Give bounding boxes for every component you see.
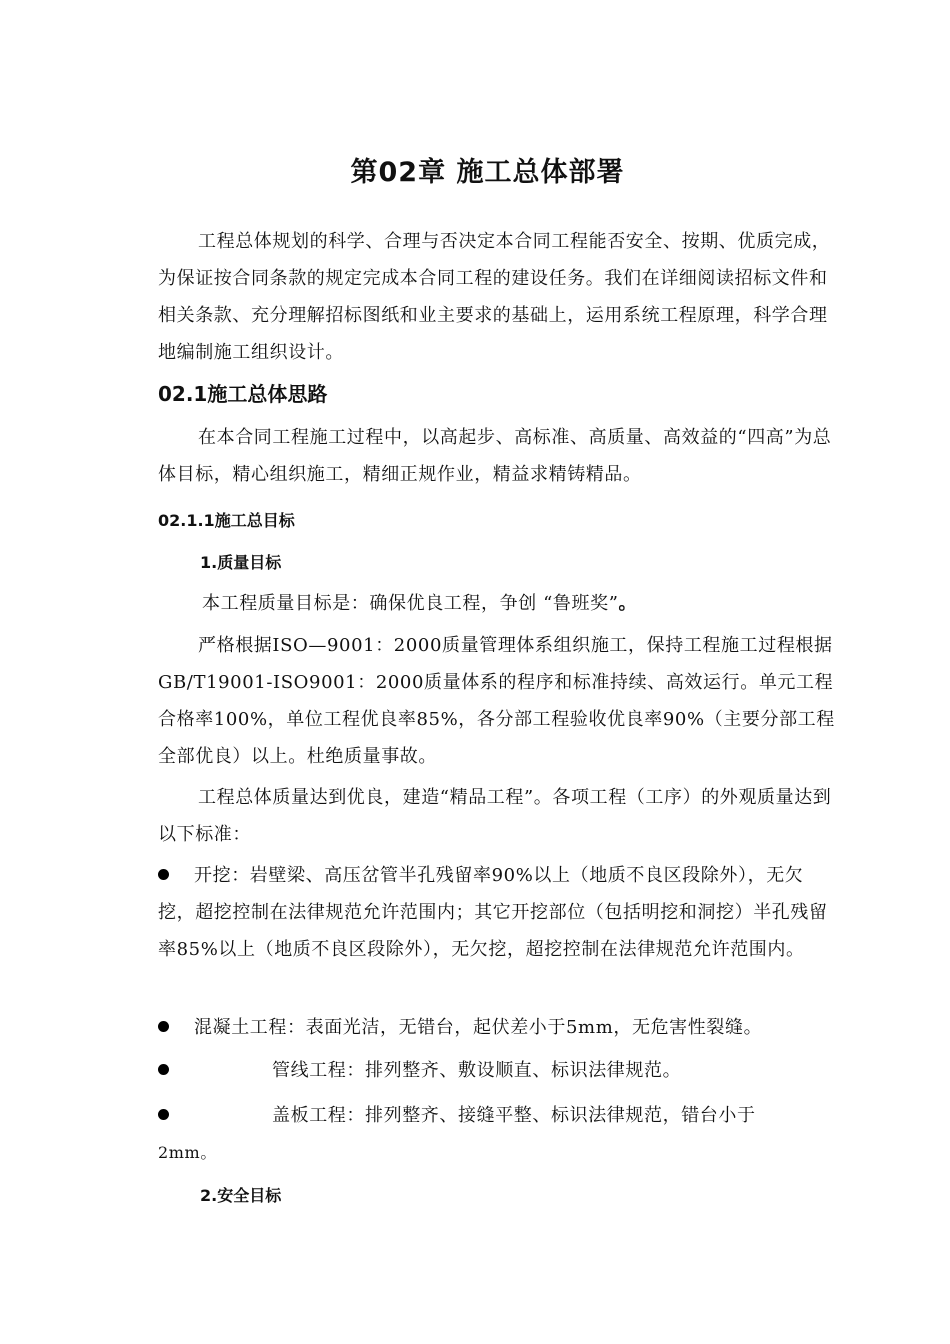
quality-goal-text: 本工程质量目标是：确保优良工程，争创 “鲁班奖” (202, 593, 619, 614)
bullet-text: 开挖：岩壁梁、高压岔管半孔残留率90%以上（地质不良区段除外），无欠挖，超挖控制在法律规范允许范围内；其它开挖部位（包括明挖和洞挖）半孔残留率85%以上（地质不良区段除外），无欠挖，超挖控制在法律规范允许范围内。 (158, 865, 828, 960)
section-2-1-body: 在本合同工程施工过程中，以高起步、高标准、高质量、高效益的“四高”为总体目标，精心组织施工，精细正规作业，精益求精铸精品。 (158, 427, 832, 485)
section-heading-2-1: 02.1施工总体思路 (158, 382, 328, 406)
bullet-text: 盖板工程：排列整齐、接缝平整、标识法律规范，错台小于 (272, 1105, 756, 1126)
bullet-text: 管线工程：排列整齐、敷设顺直、标识法律规范。 (272, 1060, 682, 1081)
bullet-item-cover-plate (158, 1097, 838, 1134)
bullet-dot-icon (158, 1097, 194, 1134)
bullet-item-excavation (158, 857, 838, 968)
bullet-item-cover-plate-tail: 2mm。 (158, 1143, 217, 1162)
quality-goal-statement (158, 585, 838, 622)
overall-quality-paragraph: 工程总体质量达到优良，建造“精品工程”。各项工程（工序）的外观质量达到以下标准： (158, 787, 832, 845)
bullet-item-concrete (158, 1009, 838, 1046)
section-heading-2-1-1: 02.1.1施工总目标 (158, 511, 295, 530)
quality-goal-heading: 1.质量目标 (200, 553, 282, 572)
bullet-text: 混凝土工程：表面光洁，无错台，起伏差小于5mm，无危害性裂缝。 (194, 1017, 763, 1038)
page-title: 第02章 施工总体部署 (350, 157, 625, 188)
bullet-dot-icon (158, 1009, 194, 1046)
iso-paragraph: 严格根据ISO—9001：2000质量管理体系组织施工，保持工程施工过程根据GB/T19001-ISO9001：2000质量体系的程序和标准持续、高效运行。单元工程合格率100%，单位工程优良率85%，各分部工程验收优良率90%（主要分部工程全部优良）以上。杜绝质量事故。 (158, 635, 835, 767)
quality-goal-end: 。 (618, 593, 638, 614)
safety-goal-heading: 2.安全目标 (200, 1186, 282, 1205)
intro-paragraph: 工程总体规划的科学、合理与否决定本合同工程能否安全、按期、优质完成，为保证按合同条款的规定完成本合同工程的建设任务。我们在详细阅读招标文件和相关条款、充分理解招标图纸和业主要求的基础上，运用系统工程原理，科学合理地编制施工组织设计。 (158, 231, 831, 363)
bullet-dot-icon (158, 1052, 194, 1089)
bullet-item-pipeline (158, 1052, 838, 1089)
bullet-dot-icon (158, 857, 194, 894)
